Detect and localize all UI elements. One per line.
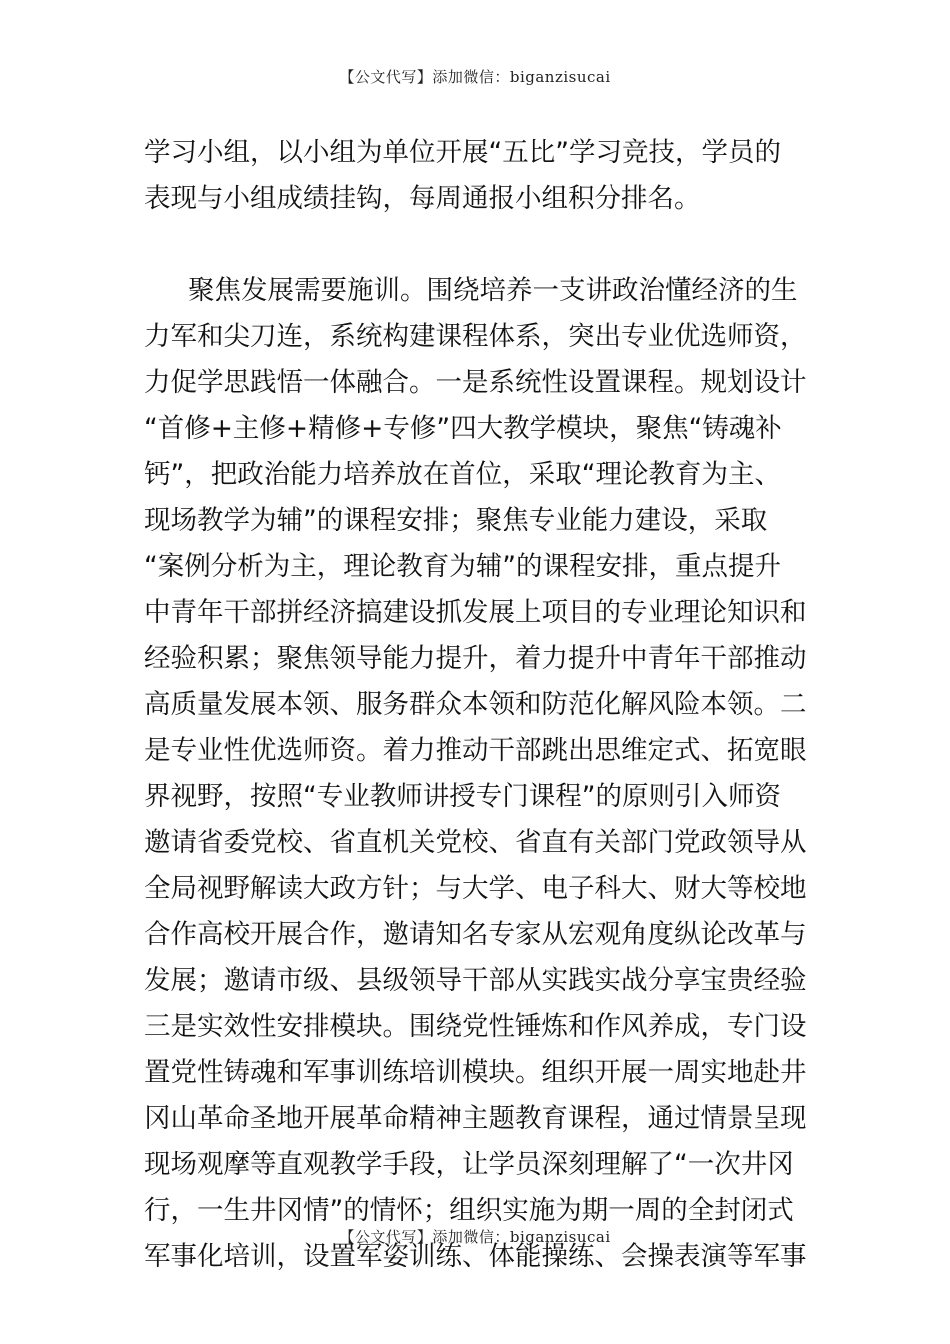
text-line: 邀请省委党校、省直机关党校、省直有关部门党政领导从 [144, 827, 807, 858]
text-line: 军事化培训，设置军姿训练、体能操练、会操表演等军事 [144, 1241, 807, 1272]
text-line: 力军和尖刀连，系统构建课程体系，突出专业优选师资， [144, 321, 807, 352]
document-body [144, 130, 814, 1280]
text-line: 置党性铸魂和军事训练培训模块。组织开展一周实地赴井 [144, 1057, 807, 1088]
page-footer-watermark: 【公文代写】添加微信：biganzisucai [339, 1228, 611, 1246]
text-line: 经验积累；聚焦领导能力提升，着力提升中青年干部推动 [144, 643, 807, 674]
text-line: 全局视野解读大政方针；与大学、电子科大、财大等校地 [144, 873, 807, 904]
paragraph-start-line: 聚焦发展需要施训。围绕培养一支讲政治懂经济的生 [188, 275, 798, 306]
text-line: 表现与小组成绩挂钩，每周通报小组积分排名。 [144, 183, 701, 214]
text-line: 行，一生井冈情”的情怀；组织实施为期一周的全封闭式 [144, 1195, 794, 1226]
text-line: 冈山革命圣地开展革命精神主题教育课程，通过情景呈现 [144, 1103, 807, 1134]
text-line: 力促学思践悟一体融合。一是系统性设置课程。规划设计 [144, 367, 807, 398]
text-line: 现场教学为辅”的课程安排；聚焦专业能力建设，采取 [144, 505, 768, 536]
text-line: 中青年干部拼经济搞建设抓发展上项目的专业理论知识和 [144, 597, 807, 628]
blank-line [144, 222, 814, 268]
text-line: 学习小组，以小组为单位开展“五比”学习竞技，学员的 [144, 137, 781, 168]
page-header-watermark: 【公文代写】添加微信：biganzisucai [339, 68, 611, 86]
text-line: 是专业性优选师资。着力推动干部跳出思维定式、拓宽眼 [144, 735, 807, 766]
text-line: 合作高校开展合作，邀请知名专家从宏观角度纵论改革与 [144, 919, 807, 950]
text-line: 界视野，按照“专业教师讲授专门课程”的原则引入师资 [144, 781, 781, 812]
text-line: “案例分析为主，理论教育为辅”的课程安排，重点提升 [144, 551, 781, 582]
text-line: 三是实效性安排模块。围绕党性锤炼和作风养成，专门设 [144, 1011, 807, 1042]
text-line: 钙”，把政治能力培养放在首位，采取“理论教育为主、 [144, 459, 781, 490]
text-line: 现场观摩等直观教学手段，让学员深刻理解了“一次井冈 [144, 1149, 794, 1180]
text-line: “首修+主修+精修+专修”四大教学模块，聚焦“铸魂补 [144, 413, 782, 444]
text-line: 高质量发展本领、服务群众本领和防范化解风险本领。二 [144, 689, 807, 720]
text-line: 发展；邀请市级、县级领导干部从实践实战分享宝贵经验 [144, 965, 807, 996]
